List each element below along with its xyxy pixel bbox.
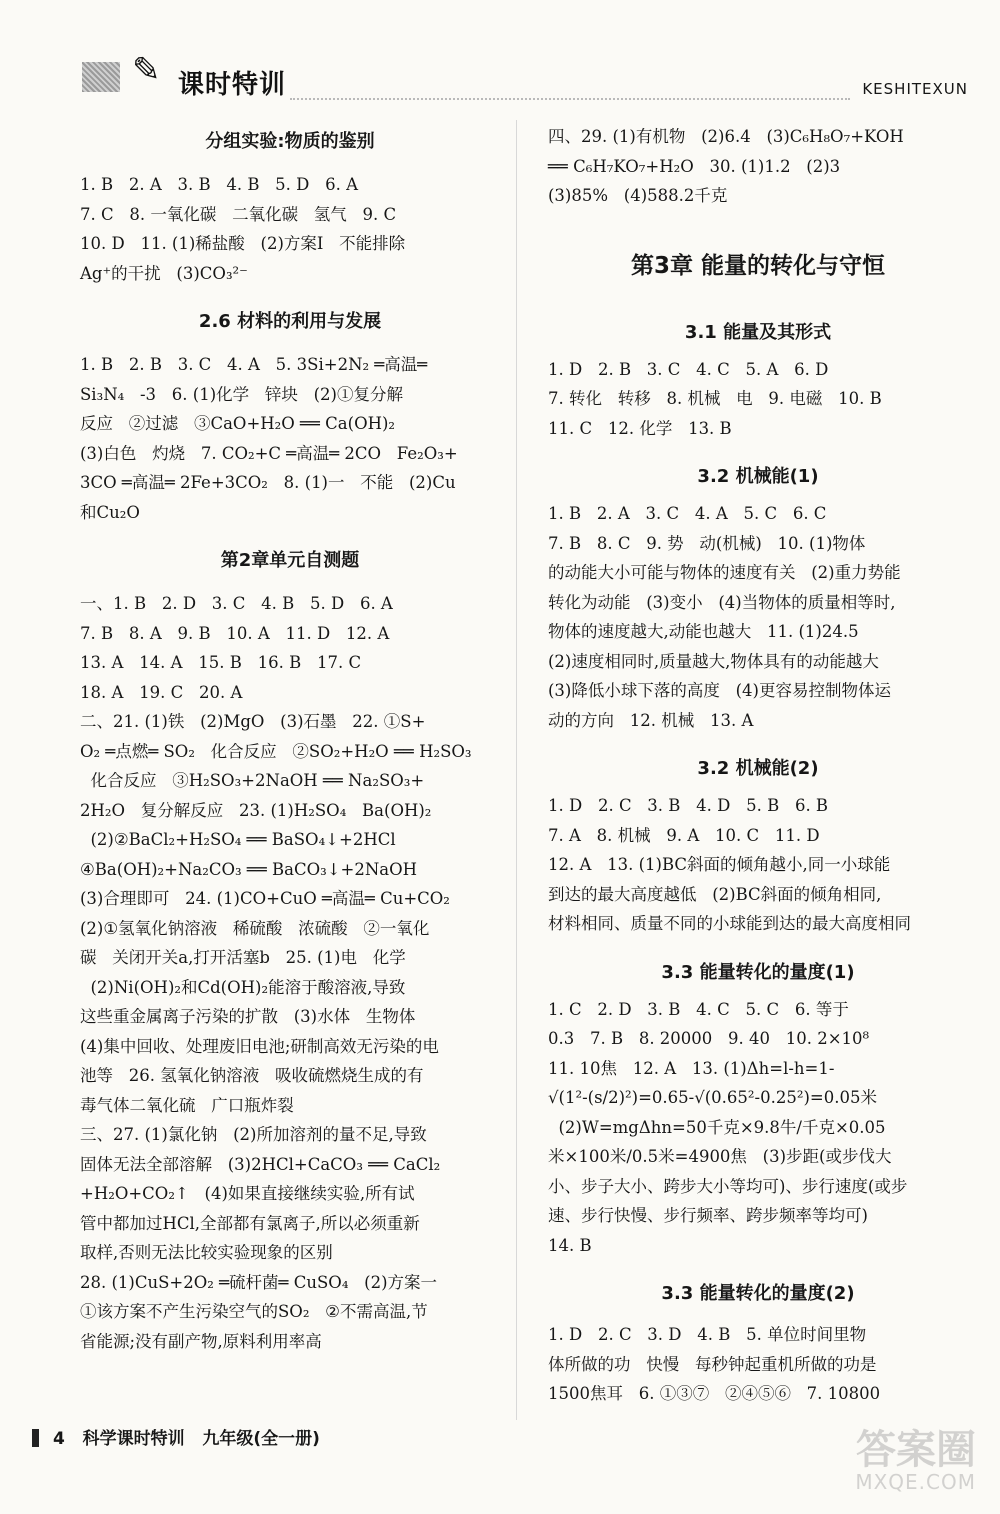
answer-block: 1. B 2. B 3. C 4. A 5. 3Si+2N₂ ═高温═ Si₃N₄ -3 6. (1)化学 锌块 (2)①复分解 反应 ②过滤 ③CaO+H₂O ══ Ca(OH)₂ (3)白色 灼烧 7. CO₂+C ═高温═ 2CO Fe₂O₃+ 3CO ═高温═ 2Fe+3CO₂ 8. (1)一 不能 (2)Cu 和Cu₂O	[80, 355, 458, 522]
watermark-url: MXQE.COM	[855, 1470, 976, 1494]
section-heading: 3.3 能量转化的量度(1)	[661, 961, 855, 983]
answer-block: 1. C 2. D 3. B 4. C 5. C 6. 等于 0.3 7. B 8. 20000 9. 40 10. 2×10⁸ 11. 10焦 12. A 13. (1)Δh=l-h=1- √(1²-(s/2)²)=0.65-√(0.65²-0.25²)=0.05米 (2)W=mgΔhn=50千克×9.8牛/千克×0.05 米×100米/0.5米=4900焦 (3)步距(或步伐大 小、步子大小、跨步大小等均可)、步行速度(或步 速、步行快慢、步行频率、跨步频率等均可) 14. B	[548, 999, 908, 1255]
section-heading: 2.6 材料的利用与发展	[198, 311, 382, 332]
answer-block: 1. B 2. A 3. C 4. A 5. C 6. C 7. B 8. C 9. 势 动(机械) 10. (1)物体 的动能大小可能与物体的速度有关 (2)重力势能 转化为动能 (3)变小 (4)当物体的质量相等时, 物体的速度越大,动能也越大 11. (1)24.5 (2)速度相同时,质量越大,物体具有的动能越大 (3)降低小球下落的高度 (4)更容易控制物体运 动的方向 12. 机械 13. A	[548, 504, 901, 730]
section-heading: 第3章 能量的转化与守恒	[630, 252, 885, 279]
footer-mark	[32, 1429, 39, 1447]
header-pinyin: KESHITEXUN	[862, 80, 968, 98]
section-heading: 3.2 机械能(2)	[697, 758, 819, 779]
grade-label: 九年级(全一册)	[202, 1429, 320, 1449]
right-column	[548, 122, 968, 1409]
book-title: 科学课时特训	[82, 1429, 185, 1449]
column-divider	[516, 120, 517, 1420]
logo-pattern	[82, 62, 120, 92]
answer-block: 四、29. (1)有机物 (2)6.4 (3)C₆H₈O₇+KOH ══ C₆H₇KO₇+H₂O 30. (1)1.2 (2)3 (3)85% (4)588.2千克	[548, 127, 904, 205]
answer-block: 1. D 2. B 3. C 4. C 5. A 6. D 7. 转化 转移 8. 机械 电 9. 电磁 10. B 11. C 12. 化学 13. B	[548, 359, 882, 438]
section-heading: 3.2 机械能(1)	[697, 466, 819, 487]
header-rule	[290, 98, 850, 100]
brand-title: 课时特训	[178, 70, 287, 100]
answer-block: 1. B 2. A 3. B 4. B 5. D 6. A 7. C 8. 一氧化碳 二氧化碳 氢气 9. C 10. D 11. (1)稀盐酸 (2)方案Ⅰ 不能排除 Ag⁺的干扰 (3)CO₃²⁻	[80, 175, 406, 283]
page-number: 4	[53, 1429, 65, 1449]
section-heading: 第2章单元自测题	[220, 550, 360, 571]
page-header	[0, 0, 1000, 120]
answer-block: 1. D 2. C 3. B 4. D 5. B 6. B 7. A 8. 机械 9. A 10. C 11. D 12. A 13. (1)BC斜面的倾角越小,同一小球能 到达的最大高度越低 (2)BC斜面的倾角相同, 材料相同、质量不同的小球能到达的最大高度相同	[548, 796, 911, 933]
answer-block: 一、1. B 2. D 3. C 4. B 5. D 6. A 7. B 8. A 9. B 10. A 11. D 12. A 13. A 14. A 15. B 16. B 17. C 18. A 19. C 20. A 二、21. (1)铁 (2)MgO (3)石墨 22. ①S+ O₂ ═点燃═ SO₂ 化合反应 ②SO₂+H₂O ══ H₂SO₃ 化合反应 ③H₂SO₃+2NaOH ══ Na₂SO₃+ 2H₂O 复分解反应 23. (1)H₂SO₄ Ba(OH)₂ (2)②BaCl₂+H₂SO₄ ══ BaSO₄↓+2HCl ④Ba(OH)₂+Na₂CO₃ ══ BaCO₃↓+2NaOH (3)合理即可 24. (1)CO+CuO ═高温═ Cu+CO₂ (2)①氢氧化钠溶液 稀硫酸 浓硫酸 ②一氧化 碳 关闭开关a,打开活塞b 25. (1)电 化学 (2)Ni(OH)₂和Cd(OH)₂能溶于酸溶液,导致 这些重金属离子污染的扩散 (3)水体 生物体 (4)集中回收、处理废旧电池;研制高效无污染的电 池等 26. 氢氧化钠溶液 吸收硫燃烧生成的有 毒气体二氧化硫 广口瓶炸裂 三、27. (1)氯化钠 (2)所加溶剂的量不足,导致 固体无法全部溶解 (3)2HCl+CaCO₃ ══ CaCl₂ +H₂O+CO₂↑ (4)如果直接继续实验,所有试 管中都加过HCl,全部都有氯离子,所以必须重新 取样,否则无法比较实验现象的区别 28. (1)CuS+2O₂ ═硫杆菌═ CuSO₄ (2)方案一 ①该方案不产生污染空气的SO₂ ②不需高温,节 省能源;没有副产物,原料利用率高	[80, 594, 472, 1351]
left-column	[80, 122, 500, 1356]
book-pen-icon: ✎	[132, 50, 161, 90]
answer-block: 1. D 2. C 3. D 4. B 5. 单位时间里物 体所做的功 快慢 每秒钟起重机所做的功是 1500焦耳 6. ①③⑦ ②④⑤⑥ 7. 10800	[548, 1325, 881, 1403]
watermark	[826, 1418, 976, 1498]
section-heading: 3.3 能量转化的量度(2)	[661, 1283, 855, 1304]
section-heading: 3.1 能量及其形式	[684, 321, 832, 343]
page-footer	[32, 1424, 320, 1449]
watermark-logo: 答案圈	[856, 1427, 976, 1473]
section-heading: 分组实验:物质的鉴别	[205, 131, 375, 152]
